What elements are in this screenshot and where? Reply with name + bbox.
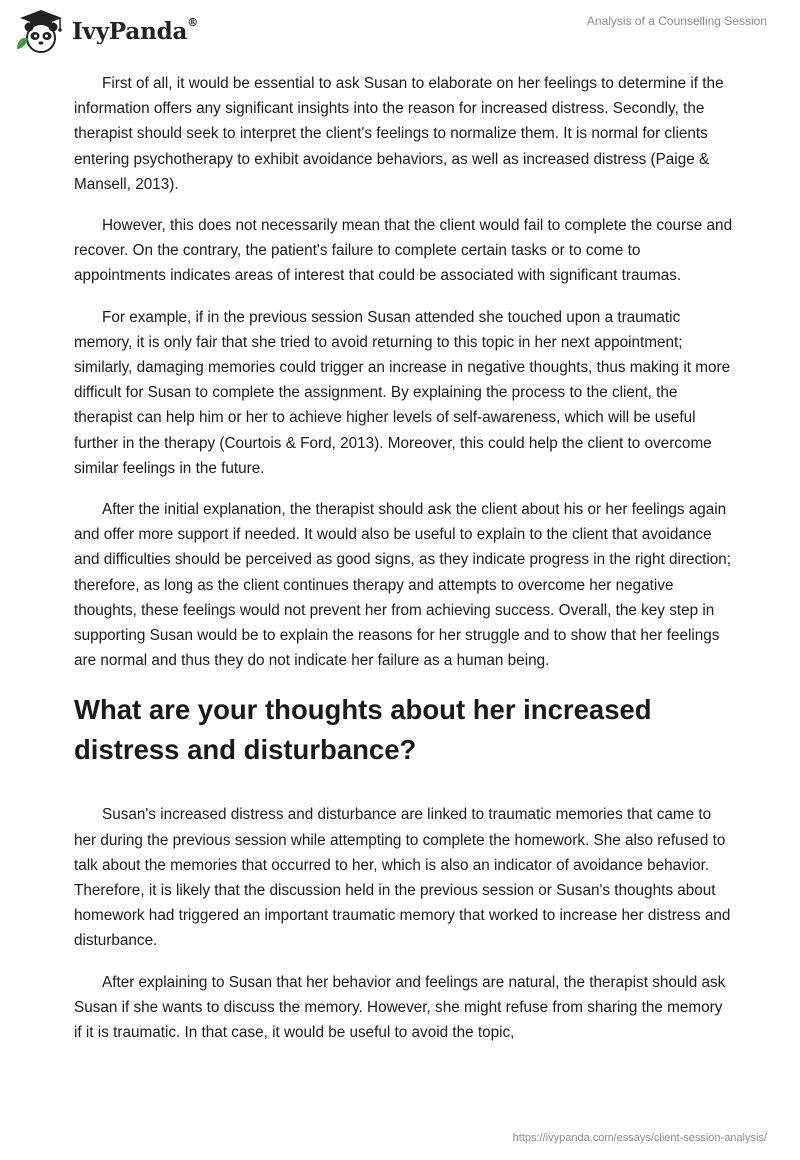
paragraph-3: For example, if in the previous session Susan attended she touched upon a traumatic memory, it is only fair that she tried to avoid returning to this topic in her next appointment; similarly, damaging memories could trigger an increase in negative thoughts, thus making it more difficult for Susan to complete the assignment. By explaining the process to the client, the therapist can help him or her to achieve higher levels of self-awareness, which will be useful further in the therapy (Courtois & Ford, 2013). Moreover, this could help the client to overcome similar feelings in the future. (74, 308, 731, 477)
panda-graduate-icon (14, 9, 66, 53)
paragraph-1: First of all, it would be essential to ask Susan to elaborate on her feelings to determine if the information offers any significant insights into the reason for increased distress. Secondly, the therapist should seek to interpret the client's feelings to normalize them. It is normal for clients entering psychotherapy to exhibit avoidance behaviors, as well as increased distress (Paige & Mansell, 2013). (74, 75, 724, 193)
essay-body (74, 71, 734, 1061)
registered-mark: ® (187, 15, 198, 29)
brand-name: IvyPanda® (72, 15, 198, 45)
ivypanda-logo[interactable] (14, 9, 198, 53)
paragraph-2: However, this does not necessarily mean that the client would fail to complete the course and recover. On the contrary, the patient's failure to complete certain tasks or to come to appointments indicates areas of interest that could be associated with significant traumas. (74, 217, 733, 285)
section-heading: What are your thoughts about her increased distress and disturbance? (74, 694, 652, 766)
paragraph-4: After the initial explanation, the therapist should ask the client about his or her feelings again and offer more support if needed. It would also be useful to explain to the client that avoidance and difficulties should be perceived as good signs, as they indicate progress in the right direction; therefore, as long as the client continues therapy and attempts to overcome her negative thoughts, these feelings would not prevent her from achieving success. Overall, the key step in supporting Susan would be to explain the reasons for her struggle and to show that her feelings are normal and thus they do not indicate her failure as a human being. (74, 501, 732, 670)
source-url[interactable]: https://ivypanda.com/essays/client-session-analysis/ (512, 1132, 767, 1144)
paragraph-5: Susan's increased distress and disturbance are linked to traumatic memories that came to her during the previous session while attempting to complete the homework. She also refused to talk about the memories that occurred to her, which is also an indicator of avoidance behavior. Therefore, it is likely that the discussion held in the previous session or Susan's thoughts about homework had triggered an important traumatic memory that worked to increase her distress and disturbance. (74, 806, 731, 950)
document-title: Analysis of a Counselling Session (586, 14, 767, 28)
paragraph-6: After explaining to Susan that her behavior and feelings are natural, the therapist should ask Susan if she wants to discuss the memory. However, she might refuse from sharing the memory if it is traumatic. In that case, it would be useful to avoid the topic, (74, 973, 726, 1042)
page-header (0, 0, 800, 70)
